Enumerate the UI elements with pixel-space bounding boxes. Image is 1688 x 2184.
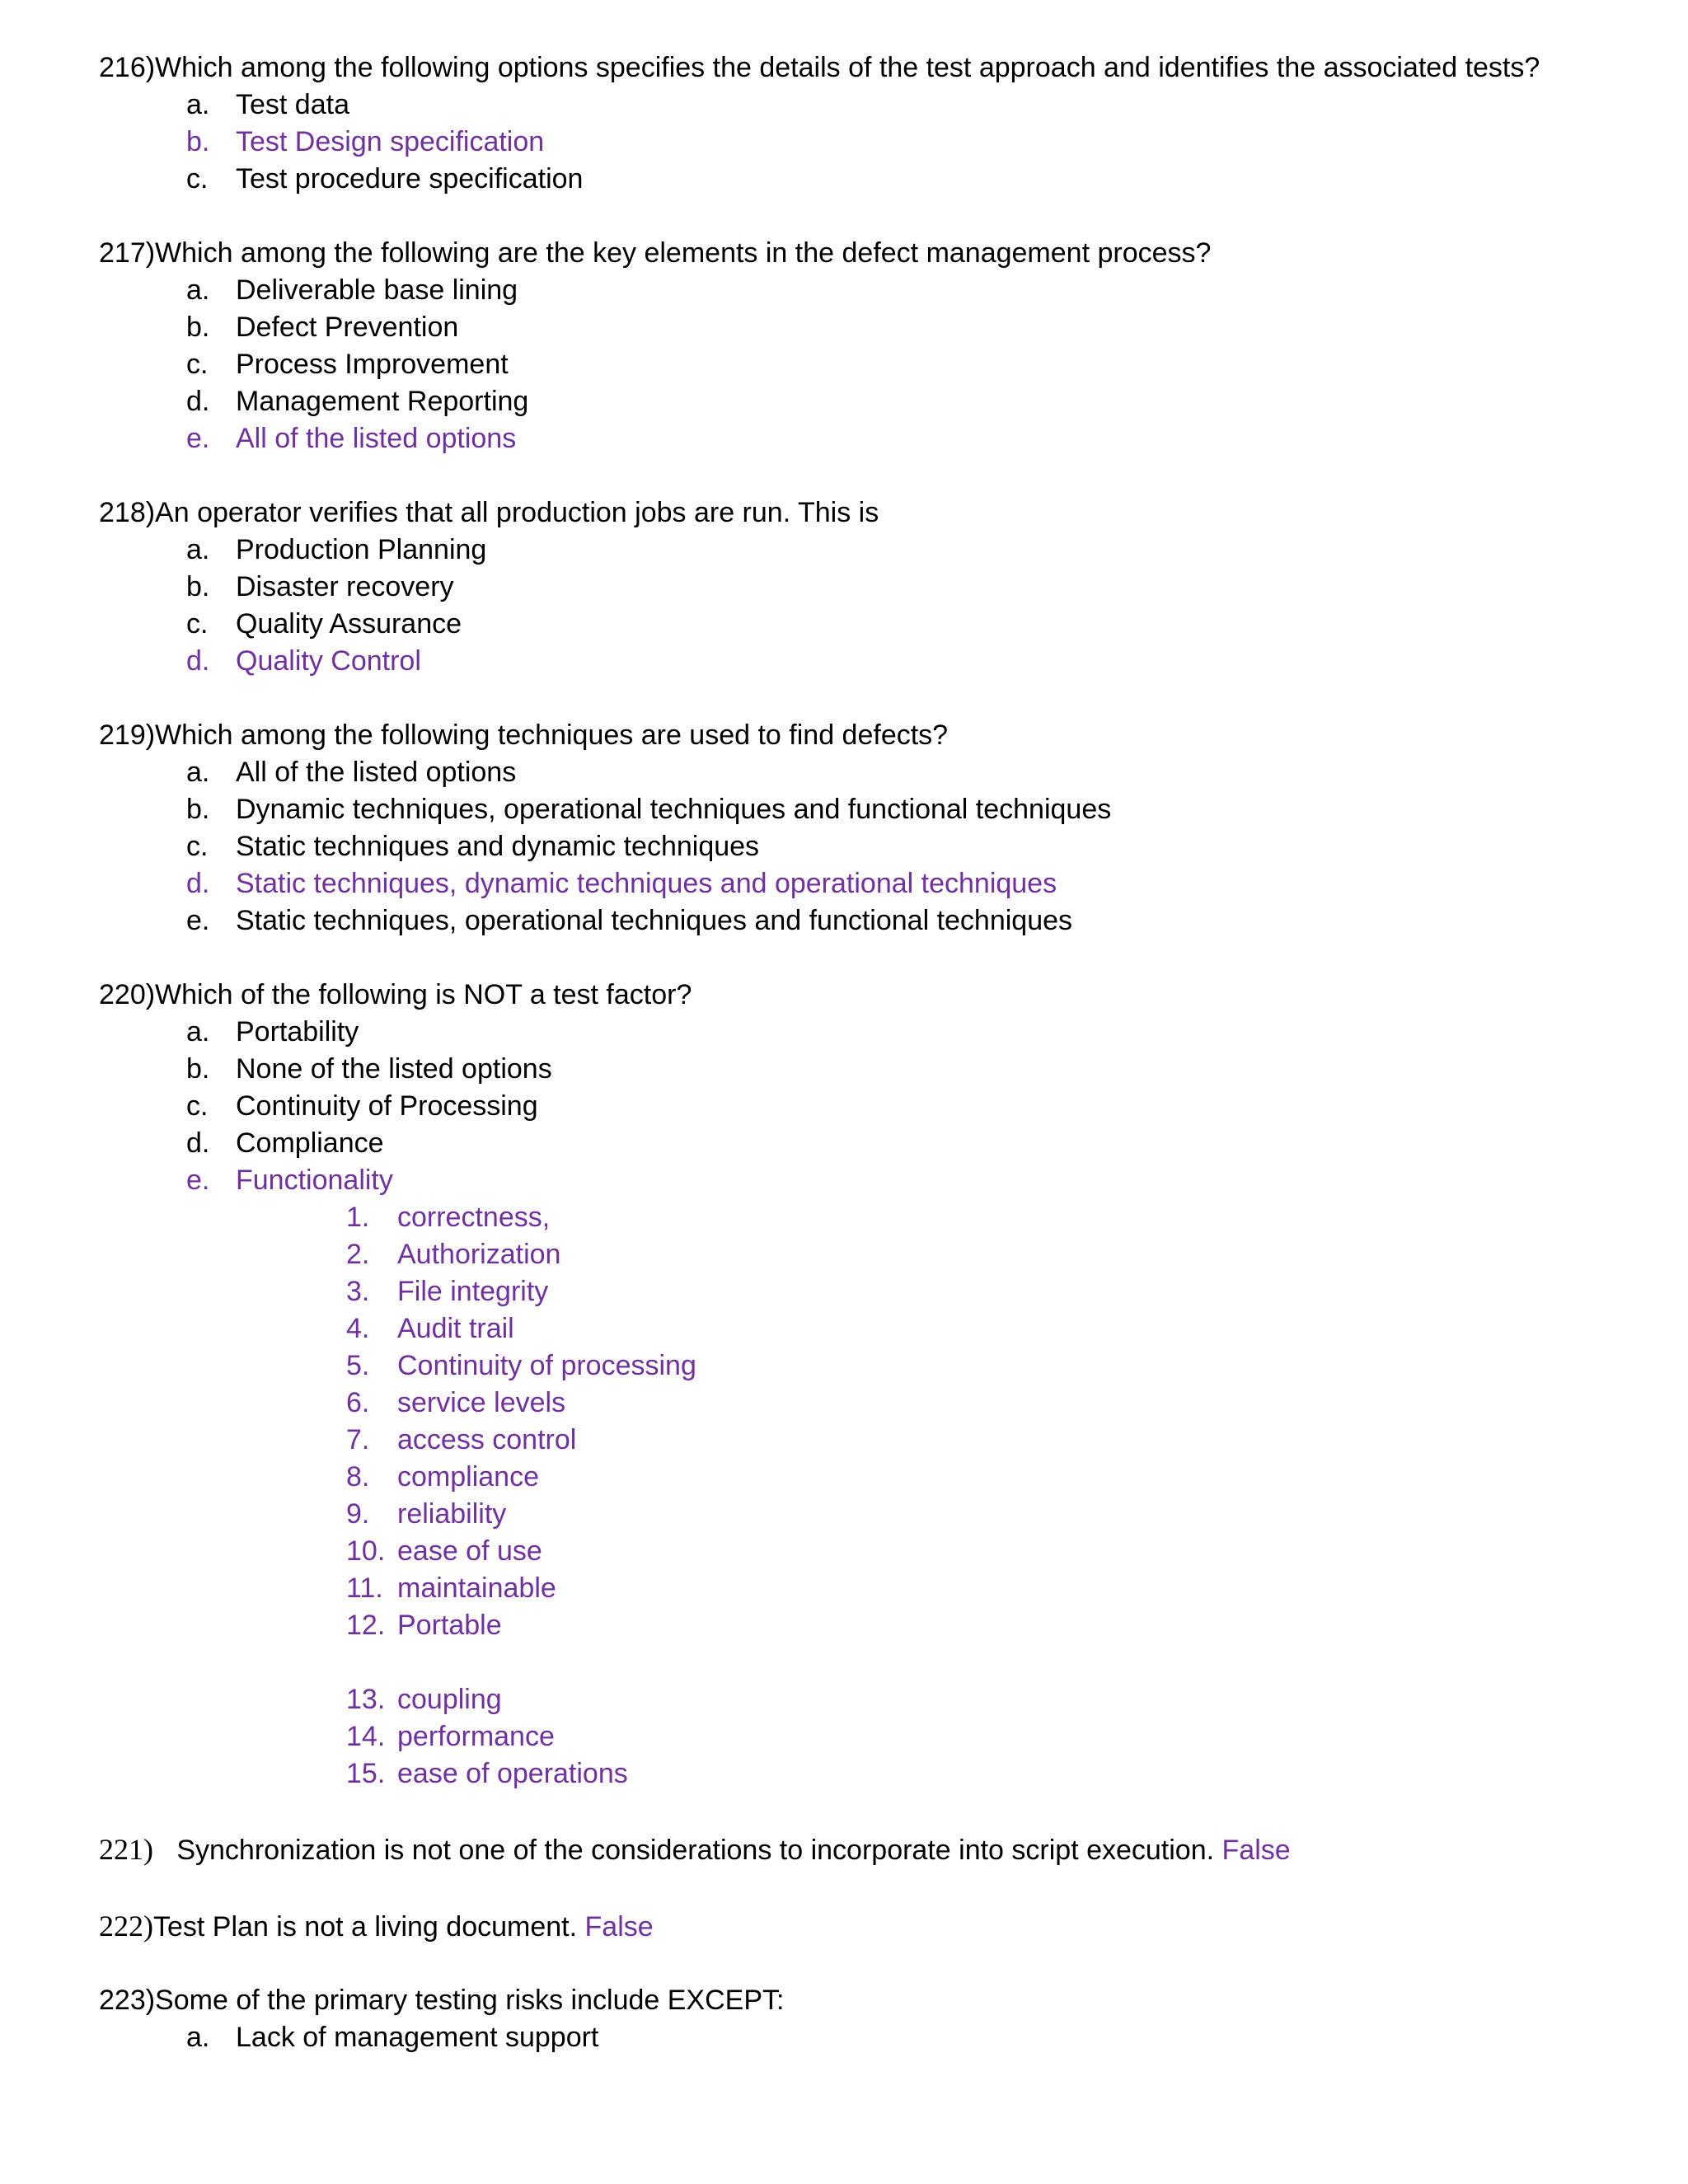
option-marker-answer: d. xyxy=(186,645,210,677)
factor-text: correctness, xyxy=(397,1202,551,1233)
question-number: 221) xyxy=(99,1833,153,1866)
factor-text: Authorization xyxy=(397,1239,561,1270)
statement-text: Test Plan is not a living document. xyxy=(153,1911,578,1943)
option-marker: a. xyxy=(186,1016,210,1047)
option-text: Portability xyxy=(236,1016,359,1047)
question-217: 217)Which among the following are the key elements in the defect management process? xyxy=(99,237,1212,269)
option-text: Static techniques, operational techniques and functional techniques xyxy=(236,905,1073,936)
option-text-answer: Quality Control xyxy=(236,645,421,677)
option-marker: b. xyxy=(186,312,210,343)
factor-marker: 3. xyxy=(346,1276,370,1307)
option-text: Test data xyxy=(236,89,349,120)
option-marker: b. xyxy=(186,571,210,602)
option-text: Continuity of Processing xyxy=(236,1090,538,1122)
factor-marker: 4. xyxy=(346,1313,370,1344)
option-marker: d. xyxy=(186,1127,210,1159)
option-marker: a. xyxy=(186,2022,210,2053)
option-text: Test procedure specification xyxy=(236,163,584,194)
factor-text: performance xyxy=(397,1721,555,1752)
factor-text: service levels xyxy=(397,1387,566,1418)
factor-marker: 5. xyxy=(346,1350,370,1381)
option-marker: c. xyxy=(186,163,209,194)
question-219: 219)Which among the following techniques are used to find defects? xyxy=(99,719,949,751)
factor-text: coupling xyxy=(397,1684,502,1715)
question-221 xyxy=(99,1831,1291,1869)
option-text: Defect Prevention xyxy=(236,312,459,343)
factor-text: maintainable xyxy=(397,1572,556,1604)
question-220: 220)Which of the following is NOT a test factor? xyxy=(99,979,692,1010)
factor-marker: 10. xyxy=(346,1535,386,1567)
factor-marker: 7. xyxy=(346,1424,370,1455)
factor-marker: 9. xyxy=(346,1498,370,1530)
option-text: Lack of management support xyxy=(236,2022,599,2053)
option-text: Static techniques and dynamic techniques xyxy=(236,831,760,862)
question-222 xyxy=(99,1908,654,1946)
option-text: Dynamic techniques, operational techniques and functional techniques xyxy=(236,794,1112,825)
option-marker: c. xyxy=(186,1090,209,1122)
factor-marker: 2. xyxy=(346,1239,370,1270)
answer-text: False xyxy=(1221,1835,1291,1866)
question-218: 218)An operator verifies that all production jobs are run. This is xyxy=(99,497,879,528)
option-marker: b. xyxy=(186,794,210,825)
factor-text: compliance xyxy=(397,1461,539,1493)
option-text: Process Improvement xyxy=(236,349,509,380)
option-marker: c. xyxy=(186,608,209,640)
statement-text: Synchronization is not one of the considerations to incorporate into script execution. xyxy=(176,1835,1215,1866)
option-text: Disaster recovery xyxy=(236,571,454,602)
option-marker: a. xyxy=(186,757,210,788)
option-text-answer: Test Design specification xyxy=(236,126,545,157)
option-marker-answer: b. xyxy=(186,126,210,157)
option-text: Quality Assurance xyxy=(236,608,462,640)
option-marker: d. xyxy=(186,386,210,417)
option-marker: e. xyxy=(186,905,210,936)
factor-marker: 14. xyxy=(346,1721,386,1752)
answer-text: False xyxy=(584,1911,654,1943)
option-text: All of the listed options xyxy=(236,757,517,788)
factor-text: access control xyxy=(397,1424,577,1455)
option-marker-answer: e. xyxy=(186,423,210,454)
factor-text: Portable xyxy=(397,1610,502,1641)
factor-marker: 12. xyxy=(346,1610,386,1641)
question-number: 222) xyxy=(99,1910,153,1943)
option-marker: c. xyxy=(186,831,209,862)
factor-text: Audit trail xyxy=(397,1313,514,1344)
option-text-answer: Static techniques, dynamic techniques and operational techniques xyxy=(236,868,1057,899)
option-marker: b. xyxy=(186,1053,210,1085)
question-223: 223)Some of the primary testing risks include EXCEPT: xyxy=(99,1985,785,2016)
option-text: Compliance xyxy=(236,1127,384,1159)
option-text: Management Reporting xyxy=(236,386,529,417)
option-text-answer: Functionality xyxy=(236,1165,393,1196)
question-216: 216)Which among the following options specifies the details of the test approach and identifies the associated tests? xyxy=(99,52,1540,83)
option-marker: a. xyxy=(186,274,210,306)
factor-marker: 13. xyxy=(346,1684,386,1715)
option-text: Deliverable base lining xyxy=(236,274,518,306)
option-marker: a. xyxy=(186,89,210,120)
factor-text: Continuity of processing xyxy=(397,1350,696,1381)
factor-marker: 6. xyxy=(346,1387,370,1418)
factor-marker: 8. xyxy=(346,1461,370,1493)
option-marker-answer: e. xyxy=(186,1165,210,1196)
factor-marker: 15. xyxy=(346,1758,386,1789)
option-text: Production Planning xyxy=(236,534,487,565)
factor-text: File integrity xyxy=(397,1276,549,1307)
option-text-answer: All of the listed options xyxy=(236,423,517,454)
factor-text: reliability xyxy=(397,1498,507,1530)
factor-marker: 11. xyxy=(346,1572,383,1604)
option-marker: a. xyxy=(186,534,210,565)
option-text: None of the listed options xyxy=(236,1053,552,1085)
factor-text: ease of operations xyxy=(397,1758,628,1789)
option-marker-answer: d. xyxy=(186,868,210,899)
option-marker: c. xyxy=(186,349,209,380)
factor-marker: 1. xyxy=(346,1202,370,1233)
factor-text: ease of use xyxy=(397,1535,542,1567)
